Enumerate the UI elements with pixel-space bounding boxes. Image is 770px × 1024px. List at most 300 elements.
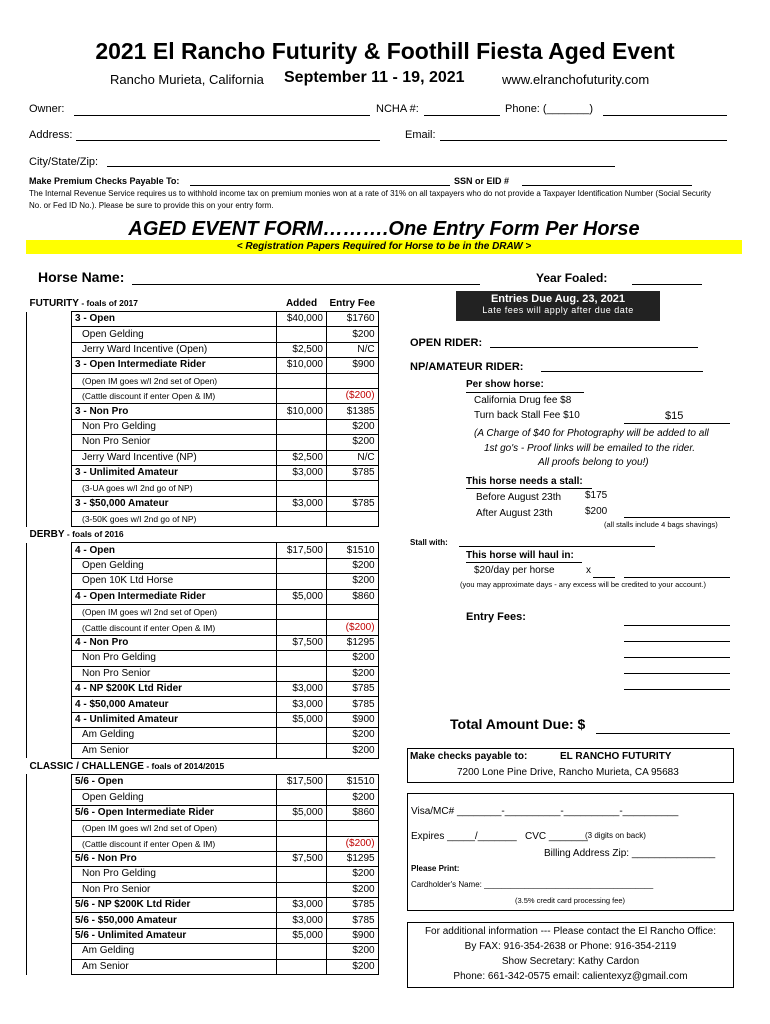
section-spacer	[327, 527, 379, 543]
entry-fee: $200	[327, 743, 379, 758]
entry-checkbox[interactable]	[27, 512, 72, 527]
added-money: $40,000	[277, 312, 327, 327]
entry-checkbox[interactable]	[27, 620, 72, 635]
class-name: Am Senior	[72, 743, 277, 758]
haul-days-field[interactable]	[593, 577, 615, 578]
contact-line-1: For additional information --- Please contact the El Rancho Office:	[424, 926, 717, 937]
late-fees-note: Late fees will apply after due date	[482, 305, 634, 315]
photo-note-2: 1st go's - Proof links will be emailed to the rider.	[484, 443, 696, 454]
fee-row	[27, 697, 379, 712]
event-dates: September 11 - 19, 2021	[284, 69, 465, 86]
entry-fee: $200	[327, 419, 379, 434]
entry-fee: $785	[327, 681, 379, 696]
city-field[interactable]	[107, 166, 615, 167]
fee-row	[27, 743, 379, 758]
cc-fee-note: (3.5% credit card processing fee)	[515, 896, 626, 905]
horse-name-label: Horse Name:	[38, 269, 125, 285]
entry-checkbox[interactable]	[27, 496, 72, 511]
entry-checkbox[interactable]	[27, 558, 72, 573]
stall-needed-underline	[466, 488, 592, 489]
class-name: 4 - Open	[72, 543, 277, 558]
fee-row	[27, 543, 379, 558]
added-money: $3,000	[277, 496, 327, 511]
added-money: $7,500	[277, 851, 327, 866]
fee-row	[27, 898, 379, 913]
cardholder-field[interactable]: Cardholder's Name: ______________________________________	[411, 880, 654, 889]
address-label: Address:	[29, 129, 73, 141]
haul-rate: $20/day per horse	[474, 565, 555, 576]
class-name: (Cattle discount if enter Open & IM)	[72, 836, 277, 851]
fee-row	[27, 481, 379, 496]
added-money	[277, 790, 327, 805]
np-rider-field[interactable]	[541, 371, 703, 372]
fee-row	[27, 882, 379, 897]
class-name: (3-UA goes w/I 2nd go of NP)	[72, 481, 277, 496]
credit-card-box	[407, 793, 734, 911]
added-money	[277, 419, 327, 434]
entry-fees-label: Entry Fees:	[466, 611, 526, 623]
section-spacer	[327, 758, 379, 774]
fee-row	[27, 450, 379, 465]
photo-note-1: (A Charge of $40 for Photography will be added to all	[474, 428, 709, 439]
class-name: Non Pro Gelding	[72, 419, 277, 434]
after-amount: $200	[585, 506, 608, 517]
added-money: $5,000	[277, 805, 327, 820]
ssn-label: SSN or EID #	[454, 176, 510, 186]
please-print-label: Please Print:	[411, 864, 460, 873]
added-money	[277, 867, 327, 882]
payable-name: EL RANCHO FUTURITY	[560, 751, 672, 762]
entry-fee	[327, 373, 379, 388]
stall-with-label: Stall with:	[410, 538, 448, 547]
entry-fee-line-1[interactable]	[624, 625, 730, 626]
class-name: 5/6 - $50,000 Amateur	[72, 913, 277, 928]
class-name: 3 - Open Intermediate Rider	[72, 358, 277, 373]
section-name: FUTURITY	[29, 298, 79, 309]
stall-with-field[interactable]	[459, 546, 655, 547]
fee-row	[27, 373, 379, 388]
entry-checkbox[interactable]	[27, 574, 72, 589]
entry-fee: $860	[327, 589, 379, 604]
stall-note: (all stalls include 4 bags shavings)	[604, 520, 718, 529]
cvc-field[interactable]: CVC _______	[525, 831, 588, 842]
cvc-note: (3 digits on back)	[585, 831, 646, 840]
entry-checkbox[interactable]	[27, 481, 72, 496]
haul-amount-field[interactable]	[624, 577, 730, 578]
added-money	[277, 959, 327, 974]
location: Rancho Murieta, California	[110, 72, 264, 87]
fee-row	[27, 589, 379, 604]
entry-fee: $785	[327, 496, 379, 511]
class-name: 5/6 - Non Pro	[72, 851, 277, 866]
contact-line-3: Show Secretary: Kathy Cardon	[501, 956, 640, 967]
contact-box	[407, 922, 734, 988]
entry-checkbox[interactable]	[27, 898, 72, 913]
entry-fee: $200	[327, 327, 379, 342]
class-name: Am Gelding	[72, 944, 277, 959]
added-money	[277, 821, 327, 836]
entries-due-box	[456, 291, 660, 321]
entry-checkbox[interactable]	[27, 728, 72, 743]
fee-row	[27, 790, 379, 805]
per-show-amount: $15	[665, 410, 684, 422]
class-name: Non Pro Senior	[72, 882, 277, 897]
entry-fee: ($200)	[327, 388, 379, 403]
class-name: 4 - $50,000 Amateur	[72, 697, 277, 712]
section-header	[27, 758, 379, 774]
entry-checkbox[interactable]	[27, 697, 72, 712]
section-foals: - foals of 2017	[78, 298, 139, 308]
class-name: Non Pro Senior	[72, 435, 277, 450]
added-money: $2,500	[277, 450, 327, 465]
city-label: City/State/Zip:	[29, 156, 99, 168]
class-name: 3 - Non Pro	[72, 404, 277, 419]
irs-note-1: The Internal Revenue Service requires us to withhold income tax on premium monies won at a rate of 31% on all taxpayers who do not provide a Taxpayer Identification Number (Social Security	[29, 189, 711, 198]
form-banner	[26, 218, 742, 254]
added-money	[277, 620, 327, 635]
entry-fee: ($200)	[327, 836, 379, 851]
fee-row	[27, 404, 379, 419]
class-name: (Cattle discount if enter Open & IM)	[72, 388, 277, 403]
section-foals: - foals of 2016	[64, 529, 124, 540]
fee-row	[27, 496, 379, 511]
added-money	[277, 388, 327, 403]
class-name: 5/6 - Open Intermediate Rider	[72, 805, 277, 820]
fee-row	[27, 465, 379, 480]
section-header	[27, 296, 379, 312]
class-name: Jerry Ward Incentive (NP)	[72, 450, 277, 465]
added-money	[277, 373, 327, 388]
billing-zip-field[interactable]: Billing Address Zip: _______________	[544, 848, 716, 859]
added-money	[277, 944, 327, 959]
entry-checkbox[interactable]	[27, 836, 72, 851]
after-label: After August 23th	[476, 508, 553, 519]
fee-row	[27, 821, 379, 836]
entry-fee: $200	[327, 666, 379, 681]
entry-fee: $1385	[327, 404, 379, 419]
fee-table	[26, 296, 379, 975]
entry-checkbox[interactable]	[27, 373, 72, 388]
class-name: Non Pro Gelding	[72, 651, 277, 666]
entry-fee: $785	[327, 898, 379, 913]
class-name: Open 10K Ltd Horse	[72, 574, 277, 589]
owner-label: Owner:	[29, 103, 65, 115]
entry-fee-line-4[interactable]	[624, 673, 730, 674]
fee-row	[27, 327, 379, 342]
checks-payable-field[interactable]	[190, 185, 450, 186]
per-show-amount-line	[624, 423, 730, 424]
section-name: CLASSIC / CHALLENGE	[29, 760, 144, 772]
phone-label: Phone: (_______)	[505, 103, 594, 115]
entry-checkbox[interactable]	[27, 790, 72, 805]
entry-fee: $860	[327, 805, 379, 820]
total-due-field[interactable]	[596, 733, 730, 734]
entry-fee: $1295	[327, 851, 379, 866]
entry-checkbox[interactable]	[27, 928, 72, 943]
before-label: Before August 23th	[476, 492, 562, 503]
entry-checkbox[interactable]	[27, 605, 72, 620]
fee-row	[27, 666, 379, 681]
added-column-header: Added	[285, 297, 318, 309]
page-title: 2021 El Rancho Futurity & Foothill Fiesta Aged Event	[95, 38, 675, 64]
added-money	[277, 882, 327, 897]
entry-checkbox[interactable]	[27, 388, 72, 403]
entry-checkbox[interactable]	[27, 327, 72, 342]
added-money: $10,000	[277, 404, 327, 419]
entry-checkbox[interactable]	[27, 342, 72, 357]
class-name: (Open IM goes w/I 2nd set of Open)	[72, 821, 277, 836]
added-money	[277, 605, 327, 620]
class-name: Jerry Ward Incentive (Open)	[72, 342, 277, 357]
class-name: Non Pro Gelding	[72, 867, 277, 882]
fee-row	[27, 959, 379, 974]
added-money	[277, 512, 327, 527]
class-name: 3 - Open	[72, 312, 277, 327]
stall-amount-field[interactable]	[624, 517, 730, 518]
class-name: (Open IM goes w/I 2nd set of Open)	[72, 605, 277, 620]
horse-name-field[interactable]	[132, 284, 480, 285]
fee-row	[27, 574, 379, 589]
entry-checkbox[interactable]	[27, 666, 72, 681]
entry-fee-line-3[interactable]	[624, 657, 730, 658]
before-amount: $175	[585, 490, 608, 501]
np-rider-label: NP/AMATEUR RIDER:	[410, 361, 524, 373]
added-money	[277, 435, 327, 450]
class-name: Non Pro Senior	[72, 666, 277, 681]
haul-note: (you may approximate days - any excess will be credited to your account.)	[460, 580, 706, 589]
section-title	[27, 527, 277, 543]
entry-checkbox[interactable]	[27, 882, 72, 897]
added-money: $17,500	[277, 774, 327, 789]
entry-fee: $200	[327, 651, 379, 666]
section-title	[27, 758, 277, 774]
entry-checkbox[interactable]	[27, 867, 72, 882]
entry-fee	[327, 481, 379, 496]
fee-row	[27, 358, 379, 373]
section-foals: - foals of 2014/2015	[143, 760, 225, 771]
added-money: $17,500	[277, 543, 327, 558]
fee-row	[27, 620, 379, 635]
fee-row	[27, 435, 379, 450]
ssn-field[interactable]	[522, 185, 692, 186]
entry-fee: $200	[327, 435, 379, 450]
added-money: $2,500	[277, 342, 327, 357]
fee-row	[27, 388, 379, 403]
section-spacer	[277, 758, 327, 774]
class-name: (Open IM goes w/I 2nd set of Open)	[72, 373, 277, 388]
added-money	[277, 666, 327, 681]
email-field[interactable]	[440, 140, 727, 141]
payable-address: 7200 Lone Pine Drive, Rancho Murieta, CA 95683	[457, 767, 679, 778]
class-name: Open Gelding	[72, 558, 277, 573]
entry-fee: $900	[327, 928, 379, 943]
fee-row	[27, 928, 379, 943]
added-money: $3,000	[277, 913, 327, 928]
entry-fee: $1510	[327, 543, 379, 558]
owner-field[interactable]	[74, 115, 370, 116]
entry-checkbox[interactable]	[27, 774, 72, 789]
entry-checkbox[interactable]	[27, 419, 72, 434]
entry-checkbox[interactable]	[27, 851, 72, 866]
entry-fee: $1510	[327, 774, 379, 789]
fee-row	[27, 512, 379, 527]
added-money: $3,000	[277, 898, 327, 913]
irs-note-2: No. or Fed ID No.). Please be sure to provide this on your entry form.	[29, 201, 274, 210]
added-money: $3,000	[277, 681, 327, 696]
section-title	[27, 296, 277, 312]
open-rider-label: OPEN RIDER:	[410, 337, 483, 349]
entry-fee: $200	[327, 790, 379, 805]
fee-row	[27, 635, 379, 650]
total-due-label: Total Amount Due: $	[450, 716, 586, 732]
contact-line-4: Phone: 661-342-0575 email: calientexyz@gmail.com	[453, 971, 688, 982]
per-show-label: Per show horse:	[466, 379, 544, 390]
ncha-label: NCHA #:	[376, 103, 419, 115]
entry-checkbox[interactable]	[27, 712, 72, 727]
checks-payable-label: Make Premium Checks Payable To:	[29, 176, 180, 186]
fee-row	[27, 805, 379, 820]
fee-row	[27, 867, 379, 882]
entry-checkbox[interactable]	[27, 450, 72, 465]
fee-row	[27, 342, 379, 357]
entry-checkbox[interactable]	[27, 435, 72, 450]
year-foaled-label: Year Foaled:	[536, 271, 608, 285]
fee-row	[27, 681, 379, 696]
class-name: 5/6 - NP $200K Ltd Rider	[72, 898, 277, 913]
added-money	[277, 327, 327, 342]
entry-fee-column-header: Entry Fee	[329, 297, 376, 309]
entry-checkbox[interactable]	[27, 635, 72, 650]
fee-row	[27, 944, 379, 959]
entry-fee: $900	[327, 712, 379, 727]
entry-fee: $200	[327, 728, 379, 743]
entry-checkbox[interactable]	[27, 312, 72, 327]
visa-field[interactable]: Visa/MC# ________-__________-__________-__________	[411, 806, 679, 817]
entry-fee: N/C	[327, 342, 379, 357]
added-money: $5,000	[277, 928, 327, 943]
entry-fee: $200	[327, 959, 379, 974]
entry-fee: N/C	[327, 450, 379, 465]
entry-checkbox[interactable]	[27, 404, 72, 419]
address-field[interactable]	[76, 140, 380, 141]
entry-fee	[327, 605, 379, 620]
entry-fee: $785	[327, 697, 379, 712]
entry-checkbox[interactable]	[27, 821, 72, 836]
payable-label: Make checks payable to:	[410, 751, 528, 762]
class-name: Am Senior	[72, 959, 277, 974]
fee-row	[27, 774, 379, 789]
entry-checkbox[interactable]	[27, 589, 72, 604]
entry-fee	[327, 821, 379, 836]
entry-fee: ($200)	[327, 620, 379, 635]
fee-row	[27, 836, 379, 851]
class-name: 4 - Open Intermediate Rider	[72, 589, 277, 604]
class-name: 4 - Non Pro	[72, 635, 277, 650]
phone-field[interactable]	[603, 115, 727, 116]
class-name: 3 - Unlimited Amateur	[72, 465, 277, 480]
ncha-field[interactable]	[424, 115, 500, 116]
entry-checkbox[interactable]	[27, 743, 72, 758]
fee-row	[27, 312, 379, 327]
added-money: $10,000	[277, 358, 327, 373]
added-money	[277, 481, 327, 496]
class-name: (3-50K goes w/I 2nd go of NP)	[72, 512, 277, 527]
class-name: Open Gelding	[72, 327, 277, 342]
added-money: $5,000	[277, 712, 327, 727]
section-header	[27, 527, 379, 543]
entry-fee: $200	[327, 882, 379, 897]
per-show-underline	[466, 392, 584, 393]
added-money	[277, 558, 327, 573]
banner-heading: AGED EVENT FORM……….One Entry Form Per Horse	[128, 218, 640, 240]
entries-due: Entries Due Aug. 23, 2021	[490, 293, 626, 305]
entry-fee: $1295	[327, 635, 379, 650]
entry-checkbox[interactable]	[27, 358, 72, 373]
class-name: 3 - $50,000 Amateur	[72, 496, 277, 511]
fee-row	[27, 712, 379, 727]
added-money: $7,500	[277, 635, 327, 650]
class-name: (Cattle discount if enter Open & IM)	[72, 620, 277, 635]
section-name: DERBY	[29, 529, 65, 541]
banner-subheading: < Registration Papers Required for Horse to be in the DRAW >	[26, 240, 742, 254]
expires-field[interactable]: Expires _____/_______	[411, 831, 517, 842]
website: www.elranchofuturity.com	[502, 72, 650, 87]
entry-checkbox[interactable]	[27, 543, 72, 558]
open-rider-field[interactable]	[490, 347, 698, 348]
entry-fee	[327, 512, 379, 527]
entry-checkbox[interactable]	[27, 805, 72, 820]
entry-checkbox[interactable]	[27, 944, 72, 959]
class-name: 5/6 - Unlimited Amateur	[72, 928, 277, 943]
entry-fee: $200	[327, 574, 379, 589]
class-name: 4 - NP $200K Ltd Rider	[72, 681, 277, 696]
fee-row	[27, 419, 379, 434]
contact-line-2: By FAX: 916-354-2638 or Phone: 916-354-2119	[464, 941, 677, 952]
class-name: 4 - Unlimited Amateur	[72, 712, 277, 727]
haul-in-label: This horse will haul in:	[466, 550, 574, 561]
entry-checkbox[interactable]	[27, 913, 72, 928]
entry-fee: $900	[327, 358, 379, 373]
fee-row	[27, 913, 379, 928]
entry-fee: $200	[327, 558, 379, 573]
year-foaled-field[interactable]	[632, 284, 702, 285]
entry-checkbox[interactable]	[27, 465, 72, 480]
entry-fee: $1760	[327, 312, 379, 327]
fee-row	[27, 728, 379, 743]
fee-row	[27, 605, 379, 620]
entry-fee-line-2[interactable]	[624, 641, 730, 642]
fee-row	[27, 651, 379, 666]
haul-multiplier: x	[586, 565, 591, 576]
added-money	[277, 651, 327, 666]
drug-fee: California Drug fee $8	[474, 395, 572, 406]
entry-fee: $200	[327, 867, 379, 882]
added-money: $3,000	[277, 465, 327, 480]
added-money	[277, 574, 327, 589]
payable-box	[407, 748, 734, 783]
added-money	[277, 836, 327, 851]
class-name: Am Gelding	[72, 728, 277, 743]
fee-row	[27, 558, 379, 573]
photo-note-3: All proofs belong to you!)	[538, 457, 649, 468]
entry-checkbox[interactable]	[27, 681, 72, 696]
entry-fee: $785	[327, 913, 379, 928]
entry-fee-line-5[interactable]	[624, 689, 730, 690]
entry-checkbox[interactable]	[27, 651, 72, 666]
entry-checkbox[interactable]	[27, 959, 72, 974]
stall-fee: Turn back Stall Fee $10	[474, 410, 580, 421]
added-money	[277, 743, 327, 758]
